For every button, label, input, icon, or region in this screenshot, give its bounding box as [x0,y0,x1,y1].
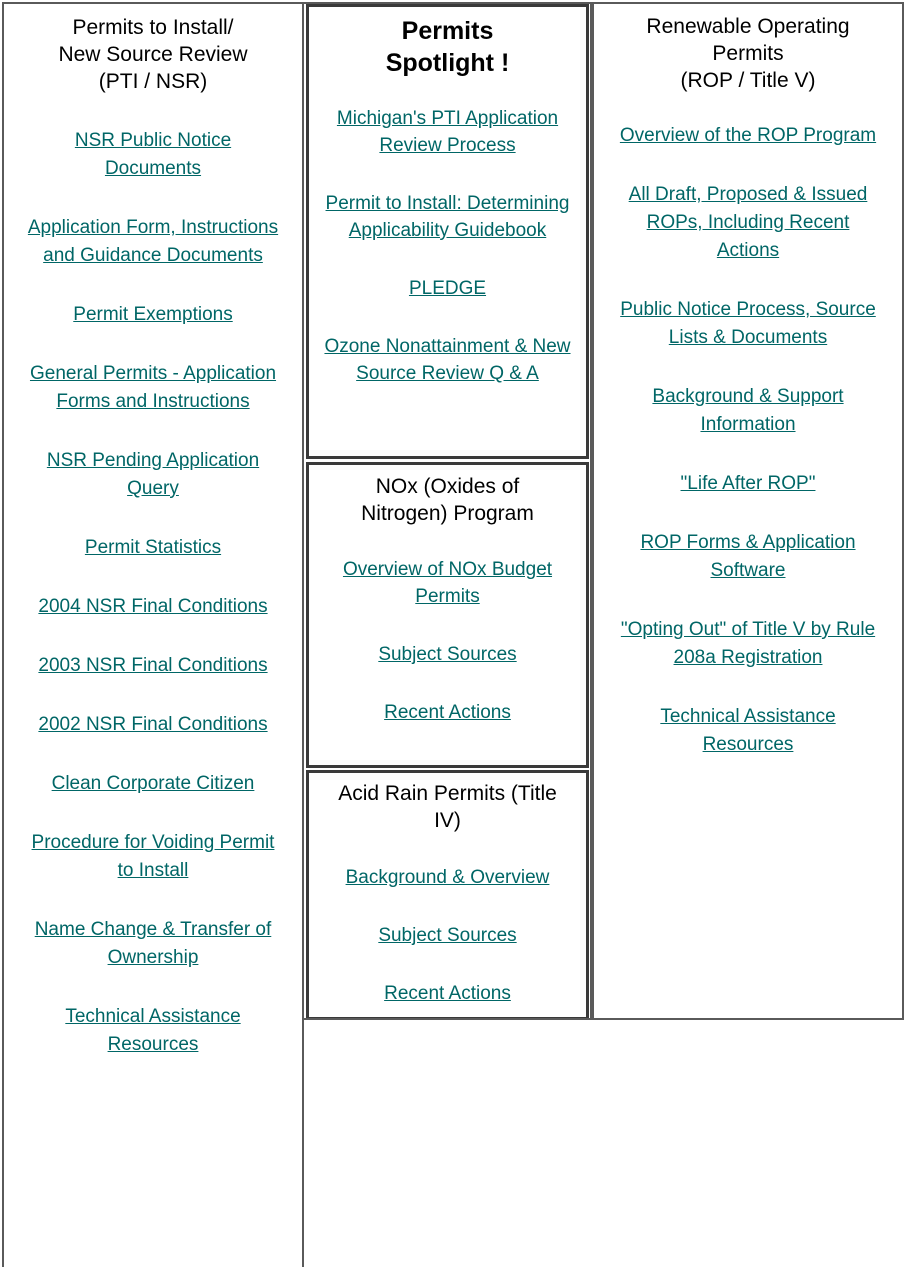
link-life-after-rop[interactable]: "Life After ROP" [680,473,816,494]
link-acid-rain-background-overview[interactable]: Background & Overview [345,867,550,888]
link-nsr-public-notice-documents[interactable]: NSR Public Notice Documents [74,130,232,179]
link-2002-nsr-final-conditions[interactable]: 2002 NSR Final Conditions [38,714,268,735]
spotlight-link-list [323,105,572,387]
link-nsr-pending-application-query[interactable]: NSR Pending Application Query [46,450,260,499]
link-rop-forms-application-software[interactable]: ROP Forms & Application Software [640,532,856,581]
link-background-support-information[interactable]: Background & Support Information [652,386,844,435]
permits-spotlight-panel [306,4,589,459]
link-overview-rop-program[interactable]: Overview of the ROP Program [619,125,877,146]
rop-heading [600,13,896,94]
link-2003-nsr-final-conditions[interactable]: 2003 NSR Final Conditions [38,655,268,676]
link-pledge[interactable]: PLEDGE [408,278,487,299]
rop-title-v-panel [592,2,904,1020]
rop-link-list [600,122,896,759]
link-nox-subject-sources[interactable]: Subject Sources [378,644,517,665]
acid-rain-link-list [319,864,576,1007]
acid-rain-panel [306,770,589,1020]
link-general-permits-application-forms[interactable]: General Permits - Application Forms and Instructions [29,363,277,412]
link-pti-determining-applicability-guidebook[interactable]: Permit to Install: Determining Applicability Guidebook [325,193,570,241]
link-overview-nox-budget-permits[interactable]: Overview of NOx Budget Permits [342,559,553,607]
link-pti-technical-assistance-resources[interactable]: Technical Assistance Resources [65,1006,241,1055]
rop-heading-line-1: Renewable Operating [646,15,850,38]
lower-empty-area [302,1018,904,1267]
acid-rain-heading [319,780,576,834]
nox-heading [323,473,572,527]
nox-heading-line-1: NOx (Oxides of [375,475,520,498]
acid-rain-heading-line-2: IV) [434,809,461,832]
link-acid-rain-subject-sources[interactable]: Subject Sources [378,925,517,946]
link-draft-proposed-issued-rops[interactable]: All Draft, Proposed & Issued ROPs, Including Recent Actions [628,184,868,261]
pti-nsr-link-list [10,127,296,1059]
link-procedure-voiding-permit-to-install[interactable]: Procedure for Voiding Permit to Install [31,832,275,881]
rop-heading-line-3: (ROP / Title V) [680,69,816,92]
link-public-notice-process-source-lists[interactable]: Public Notice Process, Source Lists & Documents [620,299,876,348]
acid-rain-heading-line-1: Acid Rain Permits (Title [338,782,557,805]
link-michigan-pti-application-review-process[interactable]: Michigan's PTI Application Review Process [336,108,559,156]
link-acid-rain-recent-actions[interactable]: Recent Actions [384,983,511,1004]
link-opting-out-title-v-rule-208a[interactable]: "Opting Out" of Title V by Rule 208a Registration [620,619,876,668]
rop-heading-line-2: Permits [712,42,784,65]
spotlight-heading-line-2: Spotlight ! [385,49,510,77]
pti-nsr-panel [2,2,304,1267]
spotlight-heading [323,15,572,79]
link-name-change-transfer-ownership[interactable]: Name Change & Transfer of Ownership [34,919,272,968]
pti-heading-line-1: Permits to Install/ [72,16,234,39]
pti-nsr-heading [10,14,296,95]
nox-heading-line-2: Nitrogen) Program [361,502,534,525]
spotlight-heading-line-1: Permits [401,17,494,45]
pti-heading-line-2: New Source Review [58,43,248,66]
pti-heading-line-3: (PTI / NSR) [98,70,208,93]
link-ozone-nonattainment-nsr-qa[interactable]: Ozone Nonattainment & New Source Review Q & A [324,336,571,384]
link-nox-recent-actions[interactable]: Recent Actions [384,702,511,723]
nox-program-panel [306,462,589,768]
link-2004-nsr-final-conditions[interactable]: 2004 NSR Final Conditions [38,596,268,617]
link-clean-corporate-citizen[interactable]: Clean Corporate Citizen [51,773,255,794]
nox-link-list [323,556,572,726]
link-permit-exemptions[interactable]: Permit Exemptions [73,304,233,325]
link-rop-technical-assistance-resources[interactable]: Technical Assistance Resources [660,706,836,755]
link-application-form-instructions-guidance[interactable]: Application Form, Instructions and Guidance Documents [27,217,279,266]
link-permit-statistics[interactable]: Permit Statistics [84,537,222,558]
